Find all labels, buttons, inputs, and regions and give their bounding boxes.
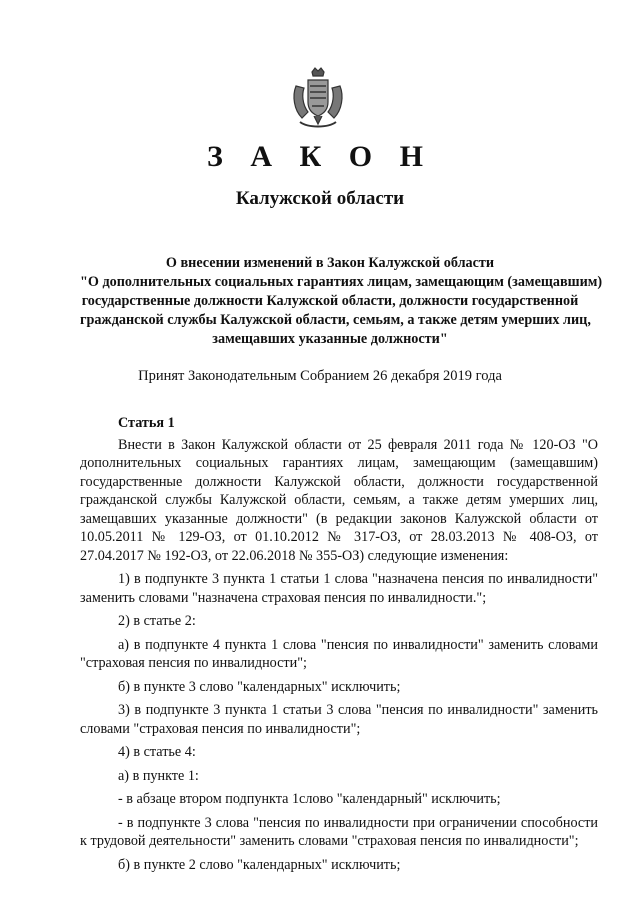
list-item: 3) в подпункте 3 пункта 1 статьи 3 слова "пенсия по инвалидности" заменить словами "страховая пенсия по инвалидности"; <box>80 702 598 737</box>
intro-paragraph: Внести в Закон Калужской области от 25 февраля 2011 года № 120-ОЗ "О дополнительных социальных гарантиях лицам, замещающим (замещавшим) государственные должности Калужской области, должности государственной гражданской службы Калужской области, семьям, а также детям умерших лиц, замещавших указанные должности" (в редакции законов Калужской области от 10.05.2011 № 129-ОЗ, от 01.10.2012 № 317-ОЗ, от 28.03.2013 № 408-ОЗ, от 27.04.2017 № 192-ОЗ, от 22.06.2018 № 355-ОЗ) следующие изменения: <box>80 436 598 564</box>
coat-of-arms-emblem <box>288 66 348 132</box>
list-item: а) в пункте 1: <box>118 767 199 784</box>
document-type-title: З А К О Н <box>207 140 433 173</box>
document-body <box>80 414 598 879</box>
region-subtitle: Калужской области <box>235 188 405 209</box>
adoption-line: Принят Законодательным Собранием 26 декабря 2019 года <box>138 368 502 384</box>
list-item: б) в пункте 3 слово "календарных" исключить; <box>118 678 401 695</box>
list-item: 1) в подпункте 3 пункта 1 статьи 1 слова "назначена пенсия по инвалидности" заменить словами "назначена страховая пенсия по инвалидности."; <box>80 571 598 606</box>
heading-line: замещавших указанные должности" <box>212 331 448 347</box>
list-item: - в абзаце втором подпункта 1слово "календарный" исключить; <box>118 791 501 807</box>
list-item: 2) в статье 2: <box>118 613 196 629</box>
law-heading <box>80 254 603 349</box>
list-item: - в подпункте 3 слова "пенсия по инвалидности при ограничении способности к трудовой деятельности" заменить словами "страховая пенсия по инвалидности"; <box>80 814 598 849</box>
heading-line: "О дополнительных социальных гарантиях лицам, замещающим (замещавшим) <box>80 274 603 290</box>
heading-line: гражданской службы Калужской области, семьям, а также детям умерших лиц, <box>80 312 591 328</box>
list-item: а) в подпункте 4 пункта 1 слова "пенсия по инвалидности" заменить словами "страховая пенсия по инвалидности"; <box>80 636 598 671</box>
list-item: 4) в статье 4: <box>118 744 196 760</box>
list-item: б) в пункте 2 слово "календарных" исключить; <box>118 856 401 873</box>
heading-line: О внесении изменений в Закон Калужской области <box>165 255 495 271</box>
article-title: Статья 1 <box>118 415 175 431</box>
heading-line: государственные должности Калужской области, должности государственной <box>81 293 579 309</box>
